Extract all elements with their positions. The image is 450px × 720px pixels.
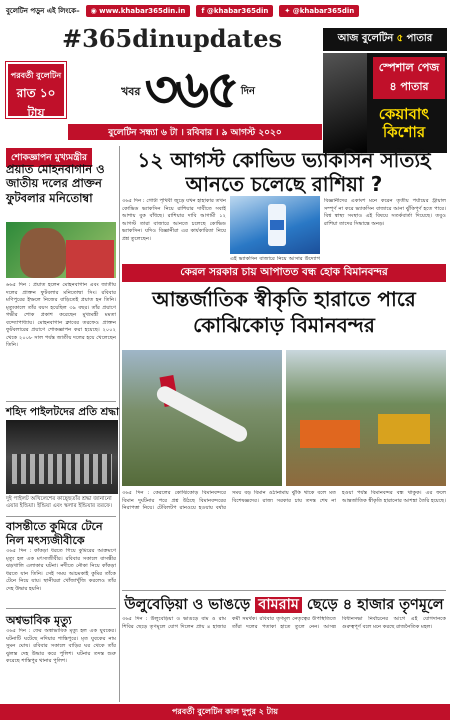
left-divider-3 <box>6 608 116 609</box>
special-page-badge <box>373 57 445 99</box>
excavator <box>300 420 360 448</box>
today-bulletin-box <box>323 28 447 153</box>
main-divider <box>122 590 446 591</box>
today-suffix: পাতার <box>406 33 433 44</box>
logo-number: ৩৬৫ <box>144 58 237 120</box>
special-page-title: কেয়াবাৎ কিশোর <box>378 105 430 141</box>
website-link[interactable]: ◉ www.khabar365din.in <box>86 5 191 17</box>
covid-body-left: ৩৬৫ দিন : গোটা পৃথিবী জুড়ে যখন হাহাকার তখন কোভিড ভ্যাকসিন নিয়ে রাশিয়ার দাবীতে সবাই আশায় বুক বাঁধছে। রাশিয়ার দাবি আগামী ১২ আগস্ট তারা বাজারে আনতে চলেছে কোভিড ভ্যাকসিন। যদিও বিজ্ঞানীরা এর কার্যকারিতা নিয়ে প্রশ্ন তুলেছেন। <box>122 198 226 242</box>
facebook-icon: f <box>201 7 205 15</box>
covid-headline[interactable]: ১২ আগস্ট কোভিড ভ্যাকসিন সত্যিই আনতে চলেছে রাশিয়া ? <box>137 148 431 196</box>
next-bulletin-label: পরবর্তী বুলেটিন <box>10 71 62 80</box>
hashtag-title: #365dinupdates <box>62 24 282 53</box>
facebook-text: @khabar365din <box>206 7 269 15</box>
airport-body: ৩৬৫ দিন : কেরলের কোঝিকোড় বিমানবন্দরে বিমান দুর্ঘটনার পরে প্রশ্ন উঠছে বিমানবন্দরের নিরাপত্তা নিয়ে। টেবিলটপ রানওয়ে হওয়ায় বর্ষার সময় বড় বিমান ওঠানামায় ঝুঁকি থাকে বলে মত বিশেষজ্ঞদের। রাজ্য সরকার চায় তদন্ত শেষ না হওয়া পর্যন্ত বিমানবন্দর বন্ধ থাকুক। এর ফলে আন্তর্জাতিক স্বীকৃতি হারানোর আশঙ্কা তৈরি হয়েছে। <box>122 490 446 512</box>
special-page-promo[interactable] <box>323 53 447 153</box>
bottom-body: ৩৬৫ দিন : উলুবেড়িয়া ও ভাঙড়ে বাম ও রাম শিবির ছেড়ে তৃণমূলে যোগ দিলেন প্রায় ৪ হাজার কর্মী সমর্থক। রবিবার তৃণমূল নেতৃত্বের উপস্থিতিতে তাঁরা দলের পতাকা হাতে তুলে নেন। আসন্ন বিধানসভা নির্বাচনের আগে এই যোগদানকে গুরুত্বপূর্ণ বলে মনে করছে রাজনৈতিক মহল। <box>122 616 446 630</box>
obit-body: ৩৬৫ দিন : ফের অস্বাভাবিক মৃত্যু হল এক যুবকের। ঘটনাটি ঘটেছে নদিয়ার শান্তিপুরে। মৃত যুবকের নাম সুমন ঘোষ। রবিবার সকালে বাড়ির ঘর থেকে তাঁর ঝুলন্ত দেহ উদ্ধার করে পুলিশ। ঘটনার তদন্ত শুরু করেছে শান্তিপুর থানার পুলিশ। <box>6 628 116 665</box>
covid-body-mid: এই ভ্যাকসিন বাজারে নিয়ে আসার উদ্যোগ <box>230 256 320 262</box>
bottom-headline-pre: উলুবেড়িয়া ও ভাঙড়ে <box>124 597 251 613</box>
covid-body-right: বিজ্ঞানীদের একাংশ মনে করেন তৃতীয় পর্যায়ের ট্রায়াল সম্পূর্ণ না করে ভ্যাকসিন বাজারে আনা ঝুঁকিপূর্ণ হতে পারে। বিশ্ব স্বাস্থ্য সংস্থাও এই বিষয়ে সতর্কবার্তা দিয়েছে। তবুও রাশিয়া তাদের সিদ্ধান্তে অনড়। <box>324 198 446 227</box>
date-bar: বুলেটিন সন্ধ্যা ৬ টা । রবিবার । ৯ আগস্ট ২০২০ <box>68 124 322 140</box>
bottom-headline-highlight: বামরাম <box>255 597 302 613</box>
croc-headline[interactable]: বাসন্তীতে কুমিরে টেনে নিল মৎস্যজীবীকে <box>6 520 103 548</box>
rescue-site-photo <box>286 350 446 486</box>
photo-shirt <box>66 240 114 278</box>
twitter-icon: ✦ <box>284 7 291 15</box>
tribute-caption: দুই পাইলট অখিলেশের কাছ্ছেতাঁর শ্রদ্ধা জানানো এয়ার ইন্ডিয়া। ইন্ডিয়া এবং স্কলার ইন্ডিয়ার তরফে। <box>6 496 113 510</box>
column-divider <box>119 146 120 702</box>
croc-body: ৩৬৫ দিন : কাঁকড়া ধরতে গিয়ে কুমিরের আক্রমণে মৃত্যু হল এক মৎস্যজীবীর। রবিবার সকালে বাসন্তীর ঝড়খালি এলাকার ঘটনা। নদীতে নৌকা নিয়ে কাঁকড়া ধরতে যান তিনি। সেই সময় আচমকাই কুমির তাঁকে টেনে নিয়ে যায়। স্থানীয়রা খোঁজাখুঁজি করলেও তাঁর দেহ উদ্ধার হয়নি। <box>6 548 116 592</box>
bottom-headline-post: ছেড়ে ৪ হাজার তৃণমূলে <box>306 597 444 613</box>
read-bulletin-cta: বুলেটিন পড়ুন এই লিংকে– <box>6 7 80 15</box>
website-text: www.khabar365din.in <box>99 7 186 15</box>
rescue-vehicle <box>378 414 430 444</box>
vaccine-vial-icon <box>268 204 286 246</box>
logo-khobor: খবর <box>121 84 141 98</box>
masthead-logo <box>98 60 278 124</box>
facebook-link[interactable] <box>196 5 273 17</box>
today-pages <box>323 28 447 51</box>
tribute-crowd <box>12 454 112 484</box>
plane-fuselage <box>154 383 250 444</box>
photo-face <box>20 228 66 278</box>
tribute-photo <box>6 420 118 494</box>
crash-plane-photo <box>122 350 282 486</box>
tribute-headline[interactable]: শহিদ পাইলটদের প্রতি শ্রদ্ধা <box>6 406 120 418</box>
special-label: স্পেশাল পেজ <box>378 61 440 74</box>
next-bulletin-promo <box>6 62 66 118</box>
left-divider-1 <box>6 401 116 402</box>
mourn-headline[interactable]: প্রয়াত মোহনবাগান ও জাতীয় দলের প্রাক্তন ফুটবলার মনিতোম্বা <box>6 162 105 205</box>
today-prefix: আজ বুলেটিন <box>337 33 394 44</box>
footballer-photo <box>6 222 116 278</box>
vaccine-photo <box>230 196 320 254</box>
twitter-text: @khabar365din <box>292 7 355 15</box>
kishore-portrait <box>323 53 367 153</box>
special-pages: ৪ পাতার <box>389 80 429 93</box>
next-bulletin-time: রাত ১০ টায় <box>16 86 56 120</box>
airport-headline[interactable]: আন্তর্জাতিক স্বীকৃতি হারাতে পারে কোঝিকোড় বিমানবন্দর <box>152 287 416 337</box>
mourn-body: ৬৬৫ দিন : প্রয়াত হলেন মোহনবাগান এবং জাতীয় দলের প্রাক্তন ফুটবলার মনিতোম্বা সিং। রবিবার মণিপুরের ইম্ফলে নিজের বাড়িতেই প্রয়াত হন তিনি। মৃত্যুকালে তাঁর বয়স হয়েছিল ৩৯ বছর। তাঁর প্রয়াণে গভীর শোক প্রকাশ করেছেন মুখ্যমন্ত্রী মমতা বন্দ্যোপাধ্যায়। মোহনবাগান ক্লাবের তরফেও প্রাক্তন ফুটবলারের প্রয়াণে শোকজ্ঞাপন করা হয়েছে। ২০০২ থেকে ২০০৮ সাল পর্যন্ত জাতীয় দলের হয়ে খেলেছেন তিনি। <box>6 282 116 349</box>
mourn-tag: শোকজ্ঞাপন মুখ্যমন্ত্রীর <box>6 148 92 167</box>
left-divider-2 <box>6 516 116 517</box>
top-bar <box>0 0 450 22</box>
twitter-link[interactable] <box>279 5 359 17</box>
footer-next-bulletin: পরবর্তী বুলেটিন কাল দুপুর ২ টায় <box>0 704 450 720</box>
bottom-headline[interactable] <box>122 594 446 618</box>
logo-din: দিন <box>240 85 255 97</box>
obit-headline[interactable]: অশ্বভাবিক মৃত্যু <box>6 614 72 627</box>
kerala-kicker: কেরল সরকার চায় আপাতত বন্ধ হোক বিমানবন্দর <box>122 264 446 282</box>
today-count: ৫ <box>396 33 404 44</box>
